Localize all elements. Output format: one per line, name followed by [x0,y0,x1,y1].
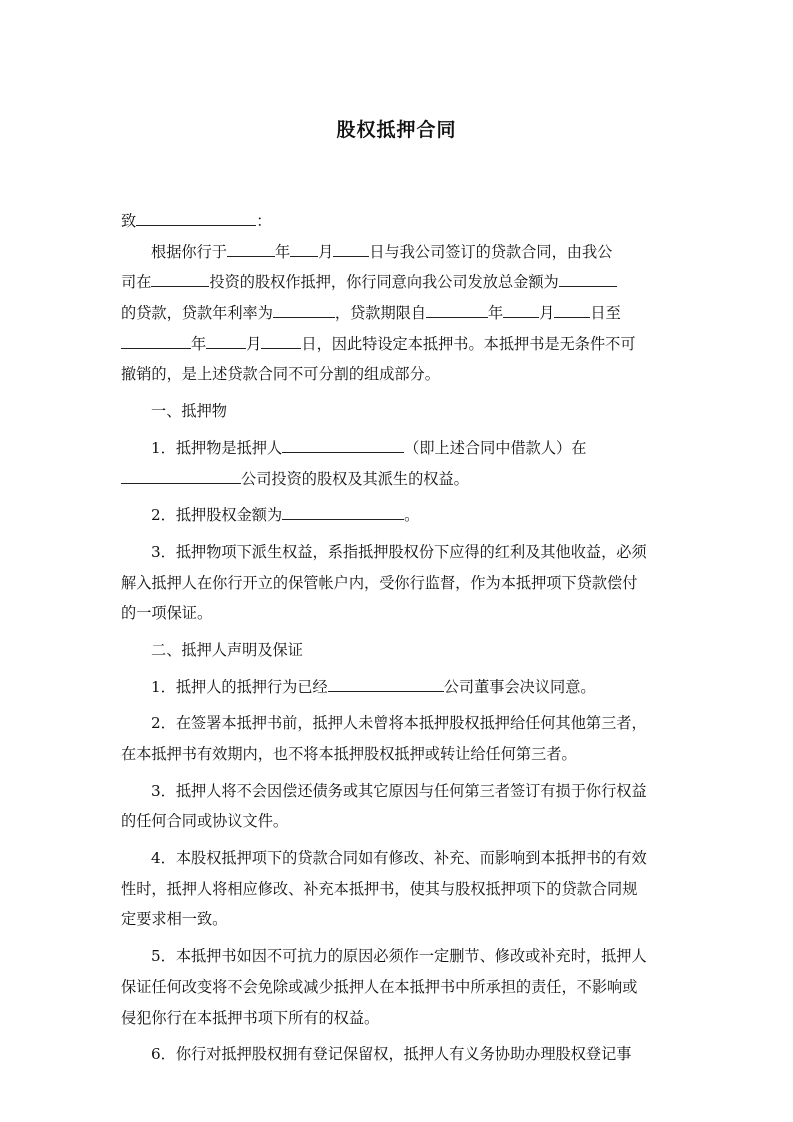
clause [121,843,673,935]
document-body [121,206,673,1070]
text-segment: 公司董事会决议同意。 [443,677,596,696]
blank-field-addressee[interactable] [136,207,256,226]
blank-field-equity-amount[interactable] [282,501,404,520]
clause: 6．你行对抵押股权拥有登记保留权，抵押人有义务协助办理股权登记事 [151,1045,632,1064]
text-segment: 。 [404,506,420,525]
text-segment: 1．抵押物是抵押人 [151,438,283,457]
text-line: 的任何合同或协议文件。 [121,812,289,831]
text-line: 撤销的，是上述贷款合同不可分割的组成部分。 [121,365,440,384]
text-segment: 月 [318,242,334,261]
text-segment: 月 [539,304,555,323]
text-segment: （即上述合同中借款人）在 [404,438,587,457]
text-line: 侵犯你行在本抵押书项下所有的权益。 [121,1008,380,1027]
text-segment: 年 [488,304,504,323]
blank-field-rate[interactable] [273,299,335,318]
text-line: 3．抵押物项下派生权益，系指抵押股权份下应得的红利及其他收益，必须 [151,542,647,561]
blank-field-start-year[interactable] [426,299,488,318]
blank-field-company[interactable] [151,268,209,287]
blank-field-start-day[interactable] [554,299,590,318]
text-segment: 年 [191,334,207,353]
text-segment: 日至 [590,304,621,323]
text-segment: 年 [274,242,291,261]
text-line: 的一项保证。 [121,604,213,623]
text-segment: 公司投资的股权及其派生的权益。 [241,469,469,488]
text-segment: 月 [246,334,262,353]
addressee-prefix: 致 [121,212,137,230]
text-segment: 2．抵押股权金额为 [151,506,283,525]
blank-field-invested-company[interactable] [121,465,241,484]
text-line: 3．抵押人将不会因偿还债务或其它原因与任何第三者签订有损于你行权益 [151,781,647,800]
blank-field-year[interactable] [227,238,275,257]
text-segment: 1．抵押人的抵押行为已经 [151,677,328,696]
blank-field-end-day[interactable] [261,330,301,349]
text-segment: 投资的股权作抵押，你行同意向我公司发放总金额为 [209,273,559,292]
text-line: 4．本股权抵押项下的贷款合同如有修改、补充、而影响到本抵押书的有效 [151,849,647,868]
clause [121,776,673,837]
paragraph-intro [121,237,673,390]
blank-field-end-month[interactable] [206,330,246,349]
document-title: 股权抵押合同 [336,119,457,141]
blank-field-start-month[interactable] [503,299,539,318]
text-line: 解入抵押人在你行开立的保管帐户内，受你行监督，作为本抵押项下贷款偿付 [121,573,638,592]
text-segment: 司在 [121,273,152,292]
text-segment: 日，因此特设定本抵押书。本抵押书是无条件不可 [301,334,636,353]
addressee-line [121,206,673,237]
section-heading: 二、抵押人声明及保证 [151,640,303,659]
addressee-suffix: ： [256,212,272,230]
clause [121,500,673,531]
text-line: 保证任何改变将不会免除或减少抵押人在本抵押书中所承担的责任，不影响或 [121,977,638,996]
clause [121,433,673,494]
text-line: 性时，抵押人将相应修改、补充本抵押书，使其与股权抵押项下的贷款合同规 [121,879,638,898]
blank-field-month[interactable] [290,238,318,257]
clause [121,537,673,629]
clause [121,708,673,769]
text-line: 5．本抵押书如因不可抗力的原因必须作一定删节、修改或补充时，抵押人 [151,947,647,966]
blank-field-board-company[interactable] [328,673,444,692]
blank-field-end-year[interactable] [121,330,191,349]
text-segment: ，贷款期限自 [334,304,426,323]
text-line: 2．在签署本抵押书前，抵押人未曾将本抵押股权抵押给任何其他第三者， [151,714,647,733]
text-segment: 根据你行于 [151,242,227,261]
text-line: 在本抵押书有效期内，也不将本抵押股权抵押或转让给任何第三者。 [121,745,577,763]
text-line: 定要求相一致。 [121,910,228,929]
section-heading: 一、抵押物 [151,402,227,421]
clause [121,672,673,703]
text-segment: 日与我公司签订的贷款合同，由我公 [369,242,613,261]
blank-field-amount[interactable] [559,268,617,287]
blank-field-day[interactable] [333,238,369,257]
text-segment: 的贷款，贷款年利率为 [121,304,273,323]
clause [121,941,673,1033]
blank-field-mortgagor[interactable] [282,434,404,453]
